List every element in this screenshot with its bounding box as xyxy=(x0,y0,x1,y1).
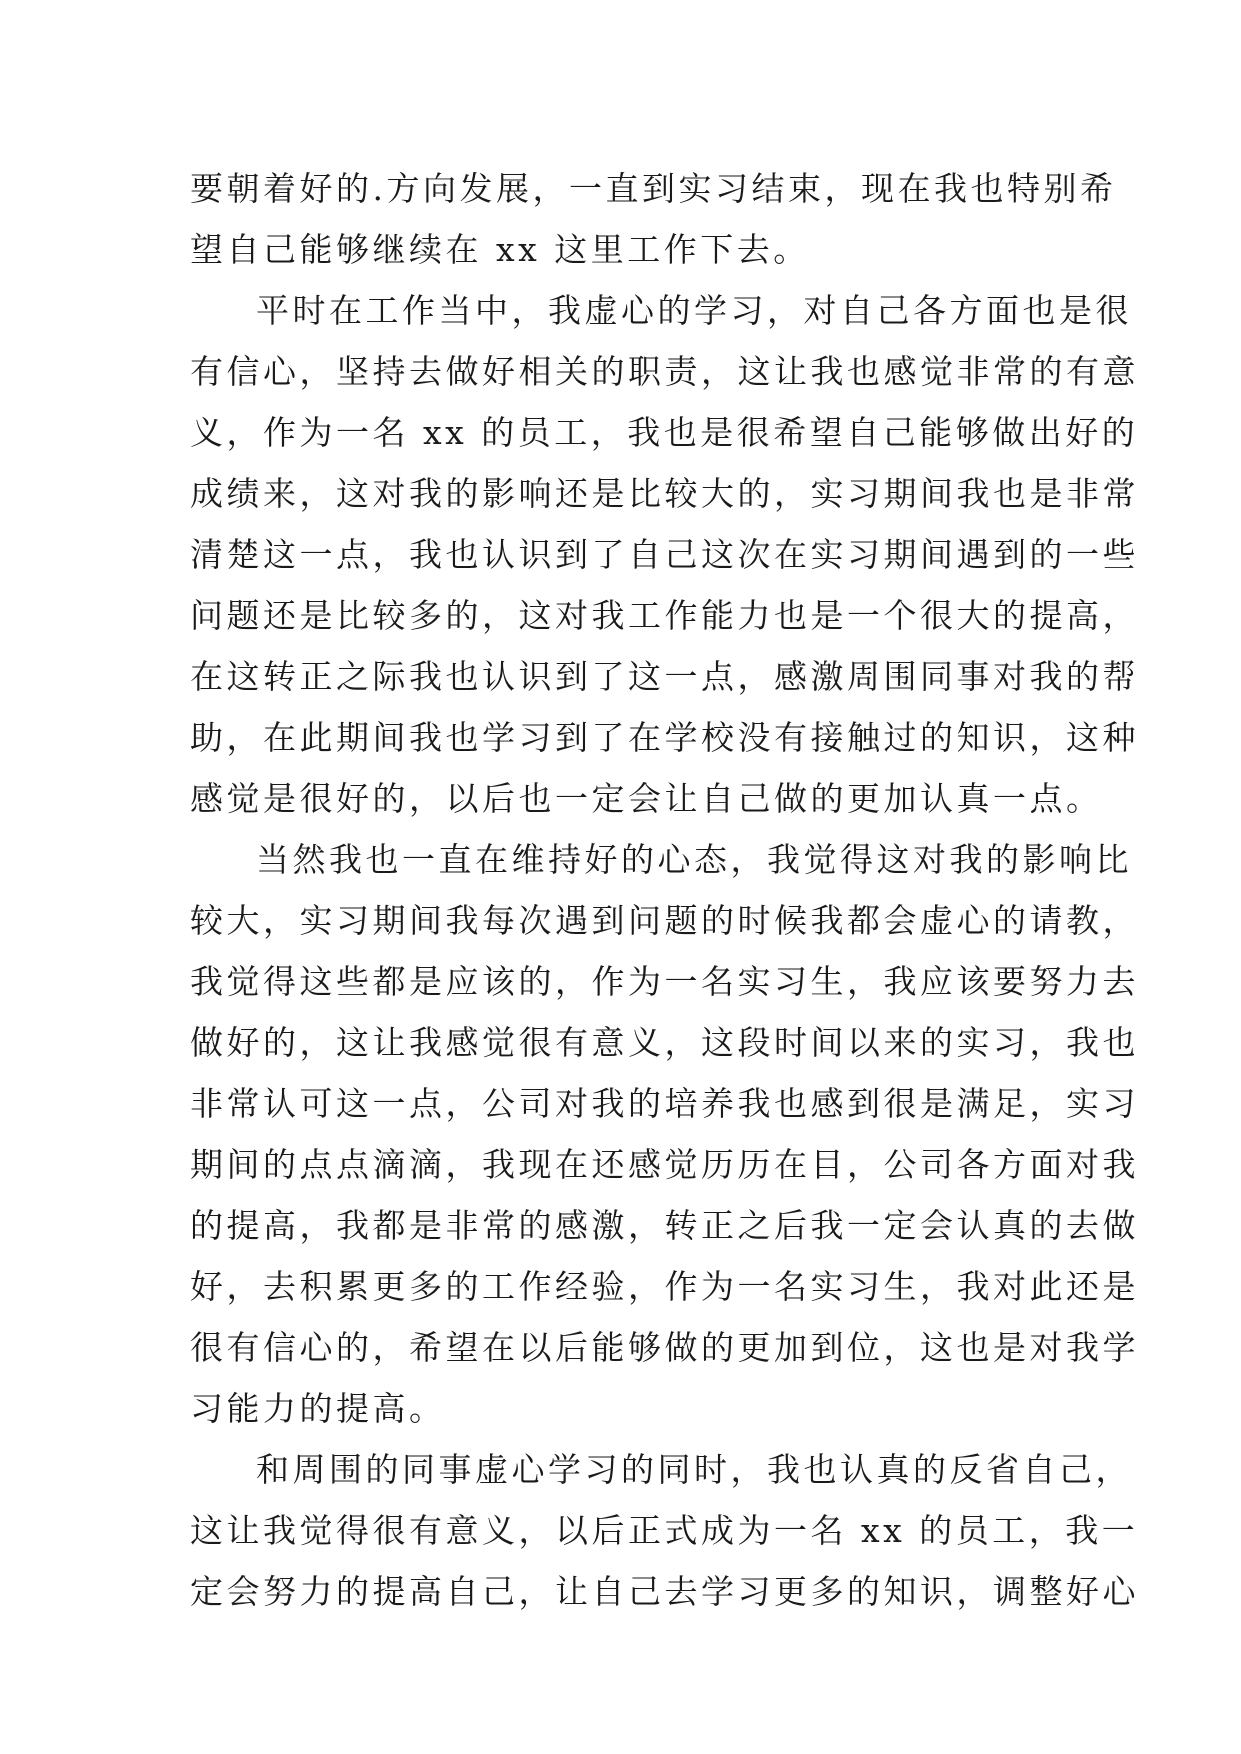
text-line: 有信心，坚持去做好相关的职责，这让我也感觉非常的有意 xyxy=(190,352,1139,391)
paragraph-first-line: 当然我也一直在维持好的心态，我觉得这对我的影响比 xyxy=(256,840,1132,879)
body-text xyxy=(190,158,1139,1622)
text-line: 做好的，这让我感觉很有意义，这段时间以来的实习，我也 xyxy=(190,1023,1139,1062)
text-line: 非常认可这一点，公司对我的培养我也感到很是满足，实习 xyxy=(190,1084,1139,1123)
text-line: 好，去积累更多的工作经验，作为一名实习生，我对此还是 xyxy=(190,1267,1139,1306)
paragraph-first-line: 和周围的同事虚心学习的同时，我也认真的反省自己， xyxy=(256,1450,1132,1489)
text-line: 我觉得这些都是应该的，作为一名实习生，我应该要努力去 xyxy=(190,962,1139,1001)
text-line: 很有信心的，希望在以后能够做的更加到位，这也是对我学 xyxy=(190,1328,1139,1367)
text-line: 期间的点点滴滴，我现在还感觉历历在目，公司各方面对我 xyxy=(190,1145,1139,1184)
text-line: 问题还是比较多的，这对我工作能力也是一个很大的提高， xyxy=(190,596,1139,635)
paragraph-first-line: 平时在工作当中，我虚心的学习，对自己各方面也是很 xyxy=(256,291,1132,330)
text-line: 的提高，我都是非常的感激，转正之后我一定会认真的去做 xyxy=(190,1206,1139,1245)
text-line: 清楚这一点，我也认识到了自己这次在实习期间遇到的一些 xyxy=(190,535,1139,574)
text-line: 在这转正之际我也认识到了这一点，感激周围同事对我的帮 xyxy=(190,657,1139,696)
text-line: 定会努力的提高自己，让自己去学习更多的知识，调整好心 xyxy=(190,1572,1139,1611)
text-line: 这让我觉得很有意义，以后正式成为一名 xx 的员工，我一 xyxy=(190,1511,1139,1550)
text-line: 望自己能够继续在 xx 这里工作下去。 xyxy=(190,230,810,269)
text-line: 感觉是很好的，以后也一定会让自己做的更加认真一点。 xyxy=(190,779,1103,818)
text-line: 助，在此期间我也学习到了在学校没有接触过的知识，这种 xyxy=(190,718,1139,757)
text-line: 较大，实习期间我每次遇到问题的时候我都会虚心的请教， xyxy=(190,901,1139,940)
text-line: 成绩来，这对我的影响还是比较大的，实习期间我也是非常 xyxy=(190,474,1139,513)
text-line: 义，作为一名 xx 的员工，我也是很希望自己能够做出好的 xyxy=(190,413,1139,452)
text-line: 要朝着好的.方向发展，一直到实习结束，现在我也特别希 xyxy=(190,169,1117,208)
text-line: 习能力的提高。 xyxy=(190,1389,446,1428)
